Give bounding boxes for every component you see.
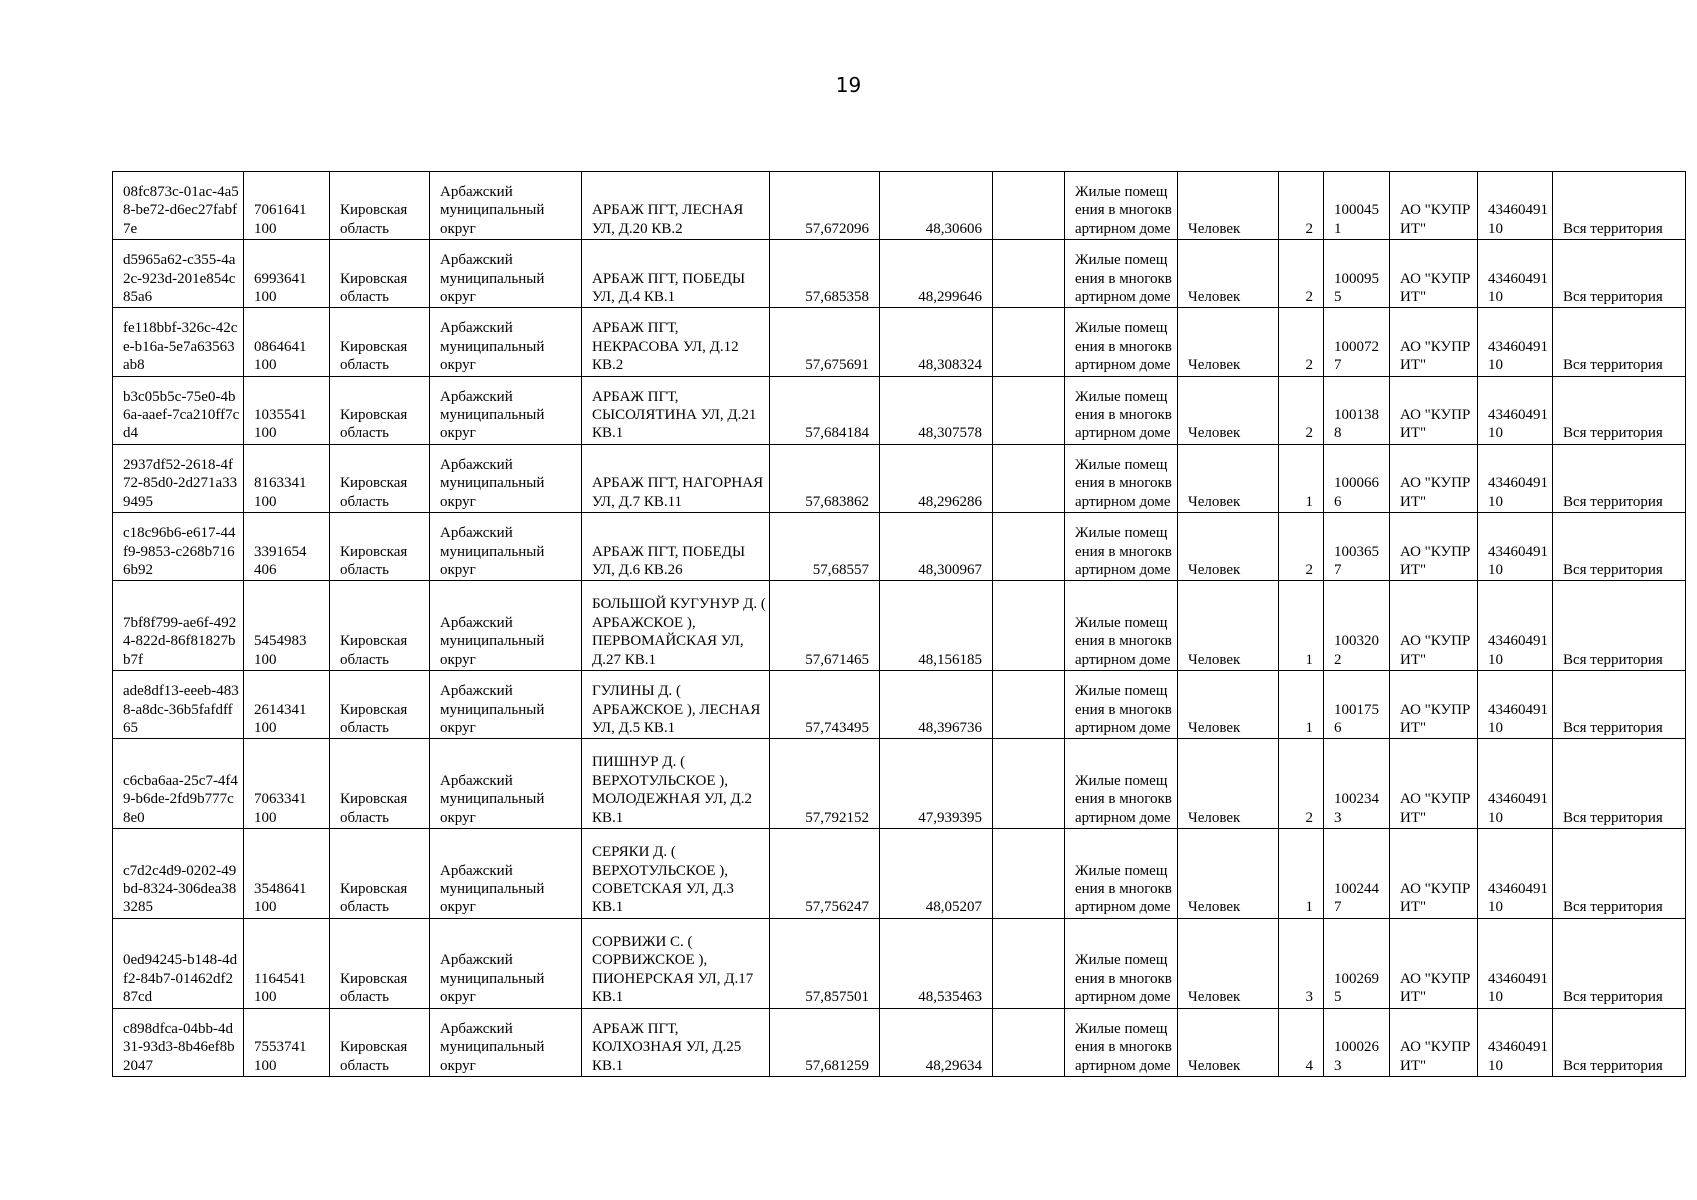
region-cell: Кировская область	[330, 308, 430, 376]
unit-cell: Человек	[1178, 376, 1279, 444]
longitude-cell: 48,308324	[880, 308, 993, 376]
code-cell: 7063341 100	[244, 739, 330, 829]
longitude-cell: 48,535463	[880, 918, 993, 1008]
table-row	[113, 1008, 1686, 1076]
district-cell: Арбажский муниципальный округ	[430, 829, 582, 919]
account-number-cell: 1000666	[1324, 444, 1390, 512]
account-number-cell: 1002343	[1324, 739, 1390, 829]
empty-cell	[993, 918, 1065, 1008]
organization-cell: АО "КУПРИТ"	[1390, 581, 1478, 671]
address-cell: СЕРЯКИ Д. ( ВЕРХОТУЛЬСКОЕ ), СОВЕТСКАЯ УЛ, Д.3 КВ.1	[582, 829, 770, 919]
unit-cell: Человек	[1178, 739, 1279, 829]
object-type-cell: Жилые помещения в многоквартирном доме	[1065, 444, 1178, 512]
code-cell: 3548641 100	[244, 829, 330, 919]
longitude-cell: 47,939395	[880, 739, 993, 829]
territory-cell: Вся территория	[1553, 240, 1686, 308]
longitude-cell: 48,299646	[880, 240, 993, 308]
empty-cell	[993, 739, 1065, 829]
region-cell: Кировская область	[330, 739, 430, 829]
quantity-cell: 2	[1279, 376, 1324, 444]
code-cell: 7553741 100	[244, 1008, 330, 1076]
page-number: 19	[835, 73, 862, 97]
territory-cell: Вся территория	[1553, 918, 1686, 1008]
longitude-cell: 48,05207	[880, 829, 993, 919]
quantity-cell: 1	[1279, 671, 1324, 739]
address-cell: АРБАЖ ПГТ, ЛЕСНАЯ УЛ, Д.20 КВ.2	[582, 172, 770, 240]
table-row	[113, 829, 1686, 919]
code-cell: 8163341 100	[244, 444, 330, 512]
empty-cell	[993, 671, 1065, 739]
object-type-cell: Жилые помещения в многоквартирном доме	[1065, 671, 1178, 739]
empty-cell	[993, 444, 1065, 512]
empty-cell	[993, 172, 1065, 240]
organization-cell: АО "КУПРИТ"	[1390, 671, 1478, 739]
inn-cell: 4346049110	[1478, 444, 1553, 512]
longitude-cell: 48,307578	[880, 376, 993, 444]
table-row	[113, 671, 1686, 739]
organization-cell: АО "КУПРИТ"	[1390, 918, 1478, 1008]
region-cell: Кировская область	[330, 444, 430, 512]
account-number-cell: 1000451	[1324, 172, 1390, 240]
inn-cell: 4346049110	[1478, 240, 1553, 308]
territory-cell: Вся территория	[1553, 671, 1686, 739]
latitude-cell: 57,683862	[770, 444, 880, 512]
latitude-cell: 57,792152	[770, 739, 880, 829]
object-type-cell: Жилые помещения в многоквартирном доме	[1065, 376, 1178, 444]
record-id-cell: 2937df52-2618-4f72-85d0-2d271a339495	[113, 444, 244, 512]
quantity-cell: 3	[1279, 918, 1324, 1008]
record-id-cell: fe118bbf-326c-42ce-b16a-5e7a63563ab8	[113, 308, 244, 376]
territory-cell: Вся территория	[1553, 172, 1686, 240]
table-row	[113, 308, 1686, 376]
longitude-cell: 48,296286	[880, 444, 993, 512]
unit-cell: Человек	[1178, 918, 1279, 1008]
account-number-cell: 1003657	[1324, 513, 1390, 581]
account-number-cell: 1002695	[1324, 918, 1390, 1008]
quantity-cell: 4	[1279, 1008, 1324, 1076]
address-cell: АРБАЖ ПГТ, НЕКРАСОВА УЛ, Д.12 КВ.2	[582, 308, 770, 376]
district-cell: Арбажский муниципальный округ	[430, 444, 582, 512]
record-id-cell: b3c05b5c-75e0-4b6a-aaef-7ca210ff7cd4	[113, 376, 244, 444]
district-cell: Арбажский муниципальный округ	[430, 513, 582, 581]
latitude-cell: 57,743495	[770, 671, 880, 739]
account-number-cell: 1000263	[1324, 1008, 1390, 1076]
territory-cell: Вся территория	[1553, 581, 1686, 671]
territory-cell: Вся территория	[1553, 444, 1686, 512]
empty-cell	[993, 308, 1065, 376]
organization-cell: АО "КУПРИТ"	[1390, 308, 1478, 376]
object-type-cell: Жилые помещения в многоквартирном доме	[1065, 308, 1178, 376]
address-cell: ГУЛИНЫ Д. ( АРБАЖСКОЕ ), ЛЕСНАЯ УЛ, Д.5 КВ.1	[582, 671, 770, 739]
code-cell: 5454983 100	[244, 581, 330, 671]
empty-cell	[993, 581, 1065, 671]
organization-cell: АО "КУПРИТ"	[1390, 376, 1478, 444]
unit-cell: Человек	[1178, 308, 1279, 376]
inn-cell: 4346049110	[1478, 829, 1553, 919]
unit-cell: Человек	[1178, 671, 1279, 739]
code-cell: 1164541 100	[244, 918, 330, 1008]
longitude-cell: 48,300967	[880, 513, 993, 581]
inn-cell: 4346049110	[1478, 581, 1553, 671]
inn-cell: 4346049110	[1478, 918, 1553, 1008]
code-cell: 7061641 100	[244, 172, 330, 240]
latitude-cell: 57,681259	[770, 1008, 880, 1076]
empty-cell	[993, 829, 1065, 919]
table-row	[113, 581, 1686, 671]
latitude-cell: 57,756247	[770, 829, 880, 919]
table-row	[113, 918, 1686, 1008]
territory-cell: Вся территория	[1553, 308, 1686, 376]
quantity-cell: 1	[1279, 444, 1324, 512]
object-type-cell: Жилые помещения в многоквартирном доме	[1065, 829, 1178, 919]
unit-cell: Человек	[1178, 240, 1279, 308]
inn-cell: 4346049110	[1478, 739, 1553, 829]
address-cell: АРБАЖ ПГТ, ПОБЕДЫ УЛ, Д.6 КВ.26	[582, 513, 770, 581]
territory-cell: Вся территория	[1553, 1008, 1686, 1076]
district-cell: Арбажский муниципальный округ	[430, 308, 582, 376]
unit-cell: Человек	[1178, 829, 1279, 919]
organization-cell: АО "КУПРИТ"	[1390, 513, 1478, 581]
code-cell: 3391654 406	[244, 513, 330, 581]
longitude-cell: 48,30606	[880, 172, 993, 240]
region-cell: Кировская область	[330, 172, 430, 240]
district-cell: Арбажский муниципальный округ	[430, 739, 582, 829]
latitude-cell: 57,672096	[770, 172, 880, 240]
object-type-cell: Жилые помещения в многоквартирном доме	[1065, 739, 1178, 829]
code-cell: 0864641 100	[244, 308, 330, 376]
territory-cell: Вся территория	[1553, 829, 1686, 919]
registry-body	[113, 172, 1686, 1077]
object-type-cell: Жилые помещения в многоквартирном доме	[1065, 918, 1178, 1008]
code-cell: 1035541 100	[244, 376, 330, 444]
region-cell: Кировская область	[330, 513, 430, 581]
quantity-cell: 2	[1279, 513, 1324, 581]
object-type-cell: Жилые помещения в многоквартирном доме	[1065, 513, 1178, 581]
latitude-cell: 57,684184	[770, 376, 880, 444]
inn-cell: 4346049110	[1478, 671, 1553, 739]
unit-cell: Человек	[1178, 444, 1279, 512]
district-cell: Арбажский муниципальный округ	[430, 1008, 582, 1076]
district-cell: Арбажский муниципальный округ	[430, 918, 582, 1008]
organization-cell: АО "КУПРИТ"	[1390, 739, 1478, 829]
latitude-cell: 57,68557	[770, 513, 880, 581]
table-row	[113, 376, 1686, 444]
district-cell: Арбажский муниципальный округ	[430, 671, 582, 739]
district-cell: Арбажский муниципальный округ	[430, 581, 582, 671]
code-cell: 2614341 100	[244, 671, 330, 739]
address-cell: АРБАЖ ПГТ, КОЛХОЗНАЯ УЛ, Д.25 КВ.1	[582, 1008, 770, 1076]
account-number-cell: 1002447	[1324, 829, 1390, 919]
quantity-cell: 1	[1279, 829, 1324, 919]
organization-cell: АО "КУПРИТ"	[1390, 829, 1478, 919]
organization-cell: АО "КУПРИТ"	[1390, 444, 1478, 512]
record-id-cell: c6cba6aa-25c7-4f49-b6de-2fd9b777c8e0	[113, 739, 244, 829]
quantity-cell: 2	[1279, 172, 1324, 240]
organization-cell: АО "КУПРИТ"	[1390, 172, 1478, 240]
address-cell: АРБАЖ ПГТ, СЫСОЛЯТИНА УЛ, Д.21 КВ.1	[582, 376, 770, 444]
account-number-cell: 1000727	[1324, 308, 1390, 376]
inn-cell: 4346049110	[1478, 172, 1553, 240]
account-number-cell: 1001756	[1324, 671, 1390, 739]
region-cell: Кировская область	[330, 829, 430, 919]
inn-cell: 4346049110	[1478, 1008, 1553, 1076]
unit-cell: Человек	[1178, 1008, 1279, 1076]
inn-cell: 4346049110	[1478, 513, 1553, 581]
record-id-cell: 08fc873c-01ac-4a58-be72-d6ec27fabf7e	[113, 172, 244, 240]
account-number-cell: 1000955	[1324, 240, 1390, 308]
inn-cell: 4346049110	[1478, 308, 1553, 376]
territory-cell: Вся территория	[1553, 739, 1686, 829]
address-cell: АРБАЖ ПГТ, ПОБЕДЫ УЛ, Д.4 КВ.1	[582, 240, 770, 308]
district-cell: Арбажский муниципальный округ	[430, 172, 582, 240]
district-cell: Арбажский муниципальный округ	[430, 240, 582, 308]
longitude-cell: 48,156185	[880, 581, 993, 671]
record-id-cell: c18c96b6-e617-44f9-9853-c268b7166b92	[113, 513, 244, 581]
latitude-cell: 57,675691	[770, 308, 880, 376]
longitude-cell: 48,396736	[880, 671, 993, 739]
address-cell: ПИШНУР Д. ( ВЕРХОТУЛЬСКОЕ ), МОЛОДЕЖНАЯ УЛ, Д.2 КВ.1	[582, 739, 770, 829]
district-cell: Арбажский муниципальный округ	[430, 376, 582, 444]
record-id-cell: c898dfca-04bb-4d31-93d3-8b46ef8b2047	[113, 1008, 244, 1076]
object-type-cell: Жилые помещения в многоквартирном доме	[1065, 1008, 1178, 1076]
table-row	[113, 172, 1686, 240]
quantity-cell: 1	[1279, 581, 1324, 671]
code-cell: 6993641 100	[244, 240, 330, 308]
latitude-cell: 57,685358	[770, 240, 880, 308]
organization-cell: АО "КУПРИТ"	[1390, 240, 1478, 308]
address-cell: БОЛЬШОЙ КУГУНУР Д. ( АРБАЖСКОЕ ), ПЕРВОМАЙСКАЯ УЛ, Д.27 КВ.1	[582, 581, 770, 671]
region-cell: Кировская область	[330, 376, 430, 444]
latitude-cell: 57,857501	[770, 918, 880, 1008]
record-id-cell: 0ed94245-b148-4df2-84b7-01462df287cd	[113, 918, 244, 1008]
empty-cell	[993, 513, 1065, 581]
region-cell: Кировская область	[330, 671, 430, 739]
region-cell: Кировская область	[330, 240, 430, 308]
object-type-cell: Жилые помещения в многоквартирном доме	[1065, 240, 1178, 308]
region-cell: Кировская область	[330, 1008, 430, 1076]
record-id-cell: 7bf8f799-ae6f-4924-822d-86f81827bb7f	[113, 581, 244, 671]
object-type-cell: Жилые помещения в многоквартирном доме	[1065, 172, 1178, 240]
address-cell: СОРВИЖИ С. ( СОРВИЖСКОЕ ), ПИОНЕРСКАЯ УЛ, Д.17 КВ.1	[582, 918, 770, 1008]
territory-cell: Вся территория	[1553, 376, 1686, 444]
empty-cell	[993, 240, 1065, 308]
object-type-cell: Жилые помещения в многоквартирном доме	[1065, 581, 1178, 671]
registry-table	[112, 171, 1686, 1077]
organization-cell: АО "КУПРИТ"	[1390, 1008, 1478, 1076]
unit-cell: Человек	[1178, 581, 1279, 671]
table-row	[113, 240, 1686, 308]
account-number-cell: 1003202	[1324, 581, 1390, 671]
longitude-cell: 48,29634	[880, 1008, 993, 1076]
table-row	[113, 739, 1686, 829]
region-cell: Кировская область	[330, 581, 430, 671]
unit-cell: Человек	[1178, 172, 1279, 240]
empty-cell	[993, 1008, 1065, 1076]
record-id-cell: c7d2c4d9-0202-49bd-8324-306dea383285	[113, 829, 244, 919]
table-row	[113, 513, 1686, 581]
inn-cell: 4346049110	[1478, 376, 1553, 444]
unit-cell: Человек	[1178, 513, 1279, 581]
account-number-cell: 1001388	[1324, 376, 1390, 444]
quantity-cell: 2	[1279, 240, 1324, 308]
empty-cell	[993, 376, 1065, 444]
address-cell: АРБАЖ ПГТ, НАГОРНАЯ УЛ, Д.7 КВ.11	[582, 444, 770, 512]
quantity-cell: 2	[1279, 739, 1324, 829]
record-id-cell: ade8df13-eeeb-4838-a8dc-36b5fafdff65	[113, 671, 244, 739]
record-id-cell: d5965a62-c355-4a2c-923d-201e854c85a6	[113, 240, 244, 308]
quantity-cell: 2	[1279, 308, 1324, 376]
table-row	[113, 444, 1686, 512]
region-cell: Кировская область	[330, 918, 430, 1008]
territory-cell: Вся территория	[1553, 513, 1686, 581]
latitude-cell: 57,671465	[770, 581, 880, 671]
